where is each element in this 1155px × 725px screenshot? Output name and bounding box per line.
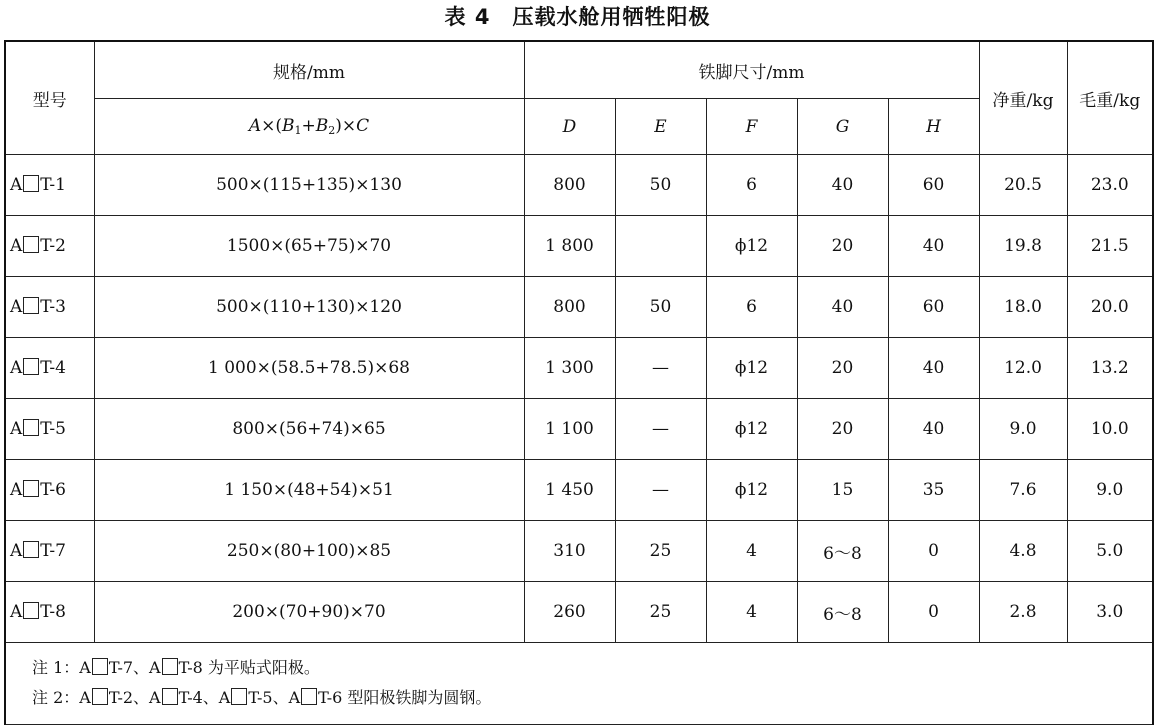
cell-model: A T-7: [5, 521, 94, 582]
blank-box-icon: [23, 419, 39, 436]
table-row: [5, 216, 1153, 277]
cell-g: 40: [797, 155, 888, 216]
cell-h: 40: [888, 399, 979, 460]
blank-box-icon: [92, 658, 108, 675]
blank-box-icon: [301, 688, 317, 705]
table-row: [5, 155, 1153, 216]
cell-f: ϕ12: [706, 216, 797, 277]
cell-f: 4: [706, 521, 797, 582]
table-row: [5, 399, 1153, 460]
cell-spec: 1 000×(58.5+78.5)×68: [94, 338, 524, 399]
cell-gross-weight: 3.0: [1067, 582, 1153, 643]
blank-box-icon: [23, 480, 39, 497]
header-col-g: G: [797, 99, 888, 155]
cell-spec: 500×(115+135)×130: [94, 155, 524, 216]
blank-box-icon: [23, 358, 39, 375]
blank-box-icon: [23, 541, 39, 558]
blank-box-icon: [23, 602, 39, 619]
cell-model: A T-3: [5, 277, 94, 338]
blank-box-icon: [23, 175, 39, 192]
cell-e: 50: [615, 155, 706, 216]
table-row: [5, 338, 1153, 399]
cell-d: 800: [524, 155, 615, 216]
cell-g: 20: [797, 216, 888, 277]
header-spec: 规格/mm: [94, 41, 524, 99]
cell-net-weight: 19.8: [979, 216, 1067, 277]
cell-model: A T-2: [5, 216, 94, 277]
cell-h: 60: [888, 277, 979, 338]
cell-spec: 1500×(65+75)×70: [94, 216, 524, 277]
table-row: [5, 582, 1153, 643]
cell-net-weight: 12.0: [979, 338, 1067, 399]
cell-f: ϕ12: [706, 399, 797, 460]
blank-box-icon: [92, 688, 108, 705]
cell-gross-weight: 9.0: [1067, 460, 1153, 521]
cell-h: 0: [888, 521, 979, 582]
header-col-e: E: [615, 99, 706, 155]
cell-f: 6: [706, 277, 797, 338]
cell-spec: 250×(80+100)×85: [94, 521, 524, 582]
cell-net-weight: 4.8: [979, 521, 1067, 582]
cell-net-weight: 7.6: [979, 460, 1067, 521]
cell-d: 1 800: [524, 216, 615, 277]
cell-g: 6～8: [797, 582, 888, 643]
header-col-f: F: [706, 99, 797, 155]
cell-d: 800: [524, 277, 615, 338]
cell-g: 40: [797, 277, 888, 338]
cell-f: ϕ12: [706, 460, 797, 521]
cell-e: —: [615, 338, 706, 399]
cell-h: 35: [888, 460, 979, 521]
cell-e: 25: [615, 582, 706, 643]
cell-g: 20: [797, 399, 888, 460]
blank-box-icon: [231, 688, 247, 705]
header-col-d: D: [524, 99, 615, 155]
cell-gross-weight: 23.0: [1067, 155, 1153, 216]
note-line: 注 2：A T-2、A T-4、A T-5、A T-6 型阳极铁脚为圆钢。: [32, 688, 492, 707]
cell-f: ϕ12: [706, 338, 797, 399]
cell-f: 4: [706, 582, 797, 643]
cell-net-weight: 20.5: [979, 155, 1067, 216]
cell-d: 260: [524, 582, 615, 643]
cell-gross-weight: 13.2: [1067, 338, 1153, 399]
cell-model: A T-6: [5, 460, 94, 521]
blank-box-icon: [23, 297, 39, 314]
cell-g: 15: [797, 460, 888, 521]
anode-table: [4, 40, 1154, 725]
cell-gross-weight: 20.0: [1067, 277, 1153, 338]
cell-net-weight: 2.8: [979, 582, 1067, 643]
header-net-weight: 净重/kg: [979, 41, 1067, 155]
cell-model: A T-1: [5, 155, 94, 216]
cell-h: 0: [888, 582, 979, 643]
cell-model: A T-4: [5, 338, 94, 399]
cell-gross-weight: 21.5: [1067, 216, 1153, 277]
cell-h: 40: [888, 216, 979, 277]
cell-e: 25: [615, 521, 706, 582]
cell-g: 20: [797, 338, 888, 399]
cell-e: —: [615, 399, 706, 460]
table-caption: 压载水舱用牺牲阳极: [512, 5, 711, 29]
cell-e: 50: [615, 277, 706, 338]
blank-box-icon: [162, 688, 178, 705]
cell-h: 40: [888, 338, 979, 399]
header-foot: 铁脚尺寸/mm: [524, 41, 979, 99]
cell-d: 1 450: [524, 460, 615, 521]
cell-f: 6: [706, 155, 797, 216]
blank-box-icon: [162, 658, 178, 675]
cell-d: 1 300: [524, 338, 615, 399]
header-gross-weight: 毛重/kg: [1067, 41, 1153, 155]
header-spec-formula: $A\times(B_1+B_2)\times C$: [94, 99, 524, 155]
blank-box-icon: [23, 236, 39, 253]
table-row: [5, 277, 1153, 338]
table-notes: [5, 643, 1153, 725]
cell-g: 6～8: [797, 521, 888, 582]
cell-model: A T-8: [5, 582, 94, 643]
cell-e: —: [615, 460, 706, 521]
cell-spec: 1 150×(48+54)×51: [94, 460, 524, 521]
cell-net-weight: 9.0: [979, 399, 1067, 460]
cell-d: 310: [524, 521, 615, 582]
table-row: [5, 460, 1153, 521]
cell-d: 1 100: [524, 399, 615, 460]
header-model: 型号: [5, 41, 94, 155]
cell-e: [615, 216, 706, 277]
cell-spec: 200×(70+90)×70: [94, 582, 524, 643]
cell-net-weight: 18.0: [979, 277, 1067, 338]
header-col-h: H: [888, 99, 979, 155]
cell-spec: 800×(56+74)×65: [94, 399, 524, 460]
cell-h: 60: [888, 155, 979, 216]
table-number: 表 4: [444, 5, 491, 29]
cell-spec: 500×(110+130)×120: [94, 277, 524, 338]
cell-gross-weight: 5.0: [1067, 521, 1153, 582]
cell-model: A T-5: [5, 399, 94, 460]
table-title: [0, 0, 1155, 38]
table-row: [5, 521, 1153, 582]
note-line: 注 1：A T-7、A T-8 为平贴式阳极。: [32, 658, 320, 677]
cell-gross-weight: 10.0: [1067, 399, 1153, 460]
